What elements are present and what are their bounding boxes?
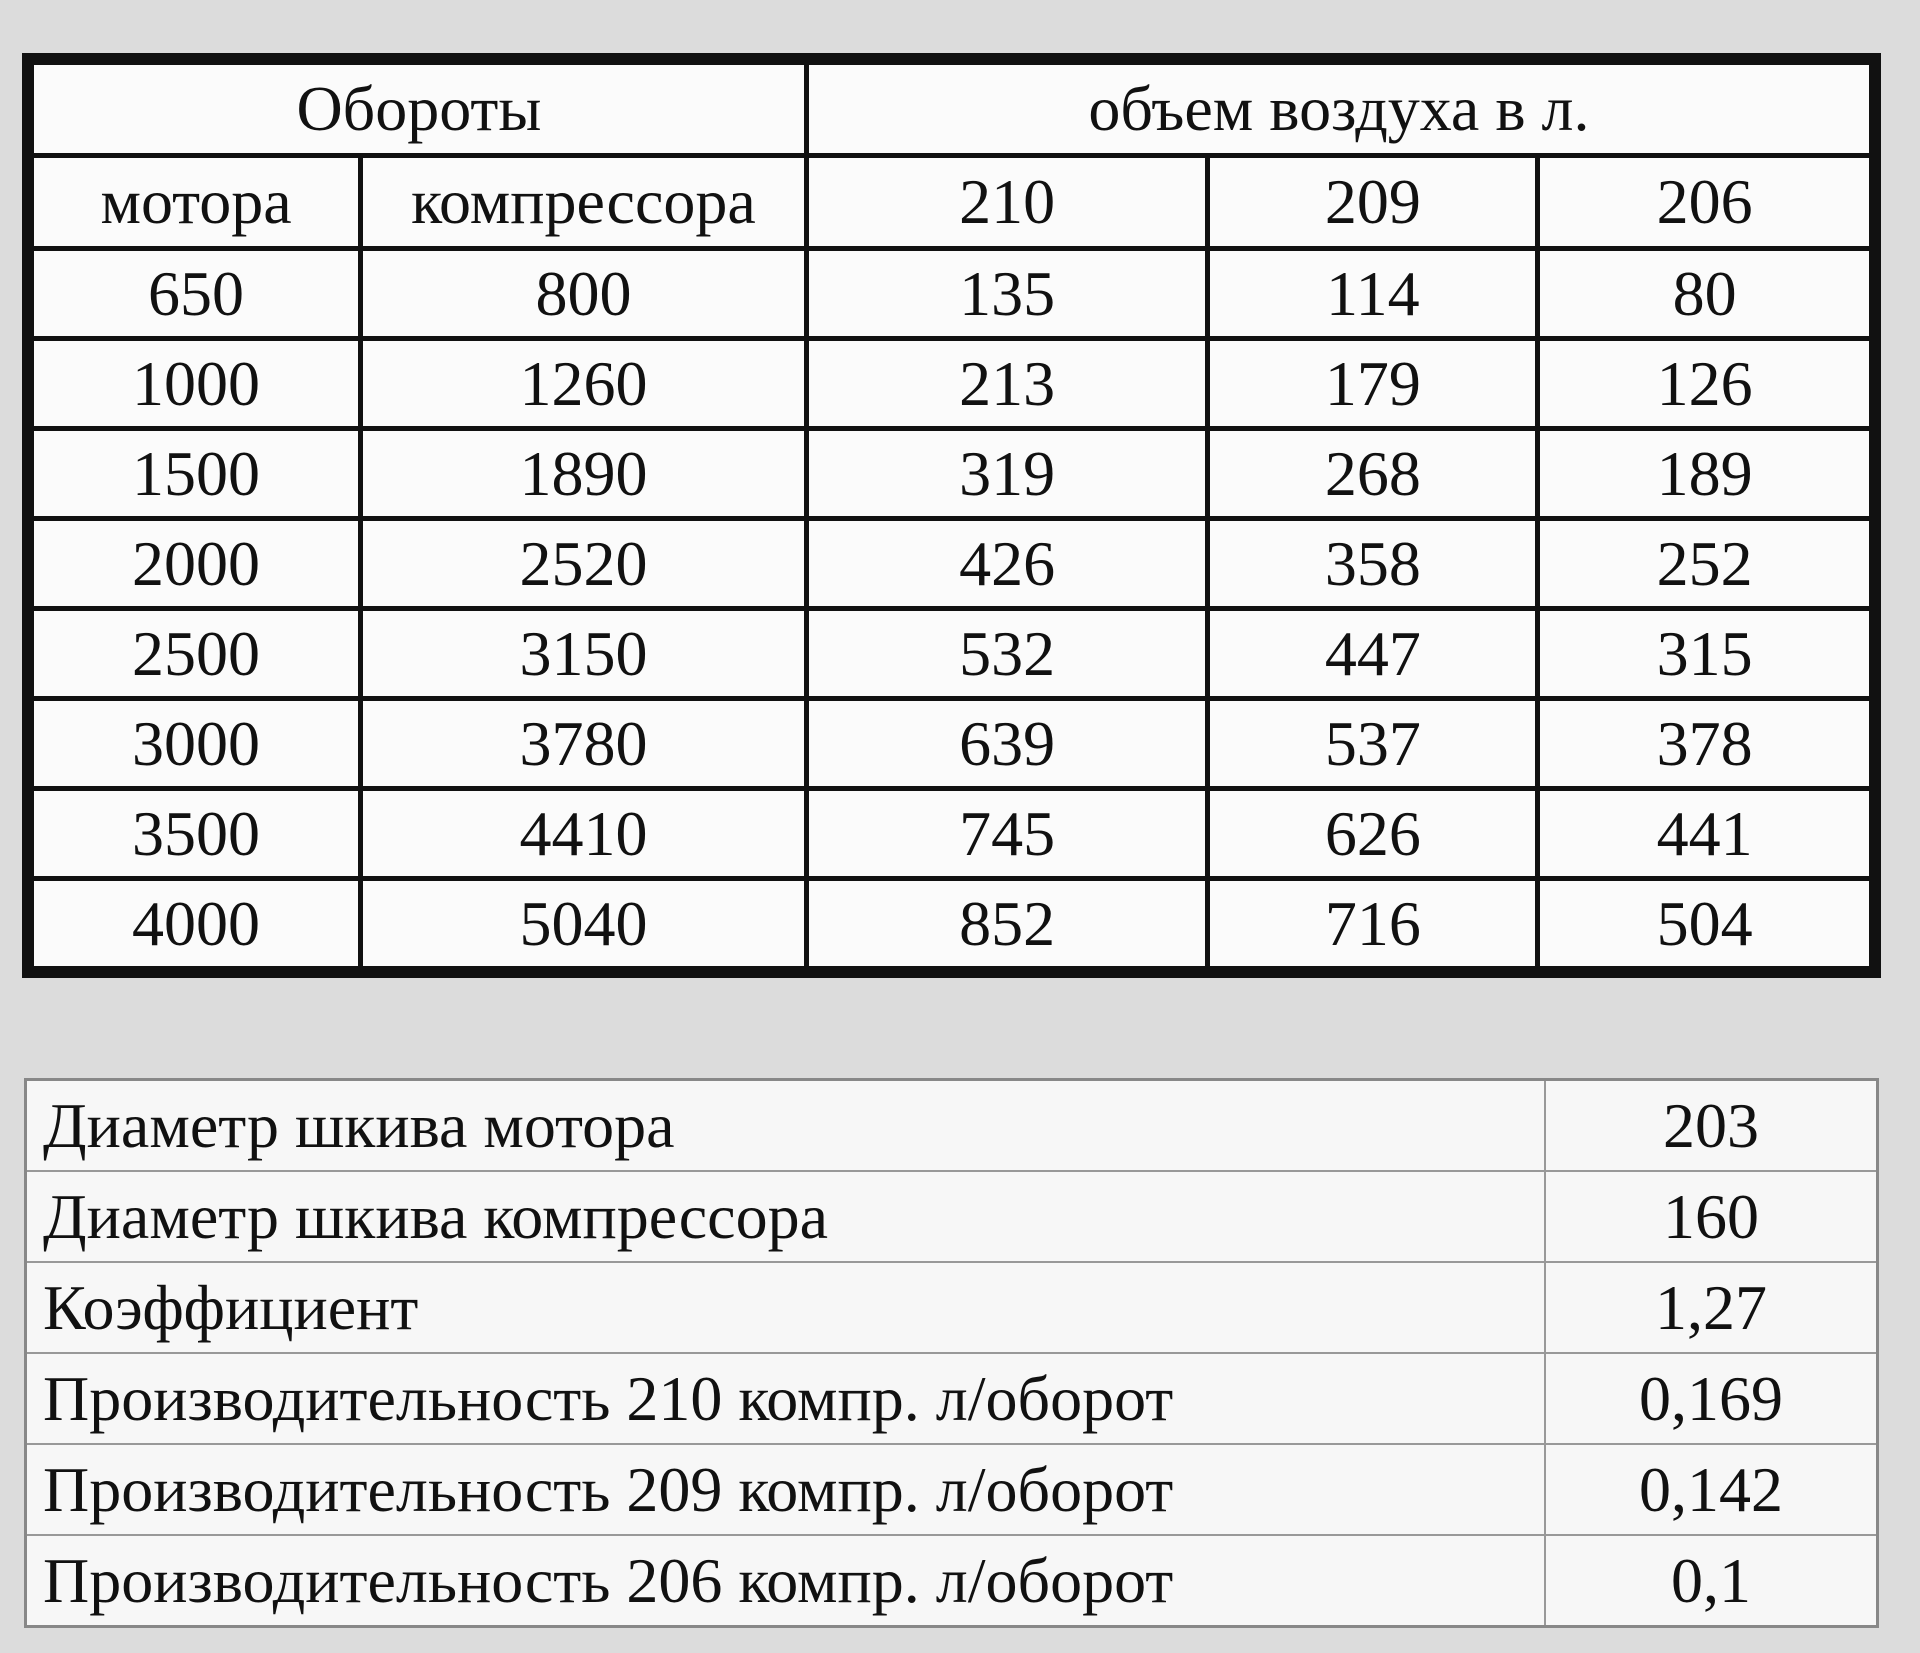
cell-compressor-rpm: 3780 <box>361 699 807 789</box>
cell-volume-209: 537 <box>1208 699 1538 789</box>
param-row <box>26 1080 1878 1172</box>
table-row <box>28 789 1875 879</box>
table-row <box>28 339 1875 429</box>
subheader-model-206: 206 <box>1538 156 1875 249</box>
cell-volume-206: 80 <box>1538 249 1875 339</box>
cell-volume-206: 126 <box>1538 339 1875 429</box>
cell-volume-209: 626 <box>1208 789 1538 879</box>
cell-volume-210: 319 <box>806 429 1208 519</box>
cell-compressor-rpm: 1260 <box>361 339 807 429</box>
cell-volume-209: 114 <box>1208 249 1538 339</box>
cell-volume-210: 532 <box>806 609 1208 699</box>
cell-volume-209: 358 <box>1208 519 1538 609</box>
cell-volume-206: 441 <box>1538 789 1875 879</box>
param-value: 1,27 <box>1545 1262 1878 1353</box>
cell-compressor-rpm: 4410 <box>361 789 807 879</box>
cell-motor-rpm: 3000 <box>28 699 361 789</box>
table-row <box>28 249 1875 339</box>
cell-motor-rpm: 4000 <box>28 879 361 973</box>
cell-motor-rpm: 3500 <box>28 789 361 879</box>
cell-volume-209: 179 <box>1208 339 1538 429</box>
param-row <box>26 1262 1878 1353</box>
cell-volume-210: 852 <box>806 879 1208 973</box>
table-row <box>28 609 1875 699</box>
cell-motor-rpm: 1000 <box>28 339 361 429</box>
cell-volume-210: 426 <box>806 519 1208 609</box>
cell-volume-206: 504 <box>1538 879 1875 973</box>
cell-volume-206: 315 <box>1538 609 1875 699</box>
rpm-air-volume-table <box>22 53 1881 978</box>
table-subheader-row <box>28 156 1875 249</box>
table-row <box>28 879 1875 973</box>
subheader-compressor: компрессора <box>361 156 807 249</box>
param-row <box>26 1535 1878 1627</box>
param-label: Производительность 206 компр. л/оборот <box>26 1535 1546 1627</box>
parameters-table <box>24 1078 1879 1628</box>
param-label: Диаметр шкива мотора <box>26 1080 1546 1172</box>
param-value: 160 <box>1545 1171 1878 1262</box>
param-label: Производительность 209 компр. л/оборот <box>26 1444 1546 1535</box>
table-header-row <box>28 59 1875 156</box>
cell-motor-rpm: 2500 <box>28 609 361 699</box>
cell-compressor-rpm: 1890 <box>361 429 807 519</box>
cell-volume-209: 268 <box>1208 429 1538 519</box>
table-row <box>28 519 1875 609</box>
param-value: 0,1 <box>1545 1535 1878 1627</box>
cell-volume-210: 213 <box>806 339 1208 429</box>
cell-volume-210: 135 <box>806 249 1208 339</box>
cell-motor-rpm: 2000 <box>28 519 361 609</box>
cell-volume-206: 378 <box>1538 699 1875 789</box>
cell-volume-210: 745 <box>806 789 1208 879</box>
table-row <box>28 699 1875 789</box>
cell-compressor-rpm: 800 <box>361 249 807 339</box>
cell-compressor-rpm: 5040 <box>361 879 807 973</box>
param-label: Коэффициент <box>26 1262 1546 1353</box>
cell-motor-rpm: 650 <box>28 249 361 339</box>
param-value: 0,169 <box>1545 1353 1878 1444</box>
param-value: 203 <box>1545 1080 1878 1172</box>
subheader-model-210: 210 <box>806 156 1208 249</box>
param-label: Производительность 210 компр. л/оборот <box>26 1353 1546 1444</box>
header-revs: Обороты <box>28 59 806 156</box>
param-row <box>26 1353 1878 1444</box>
cell-compressor-rpm: 3150 <box>361 609 807 699</box>
cell-volume-210: 639 <box>806 699 1208 789</box>
subheader-model-209: 209 <box>1208 156 1538 249</box>
param-label: Диаметр шкива компрессора <box>26 1171 1546 1262</box>
cell-compressor-rpm: 2520 <box>361 519 807 609</box>
subheader-motor: мотора <box>28 156 361 249</box>
header-air-volume: объем воздуха в л. <box>806 59 1875 156</box>
cell-volume-209: 716 <box>1208 879 1538 973</box>
cell-volume-206: 189 <box>1538 429 1875 519</box>
table-row <box>28 429 1875 519</box>
param-row <box>26 1444 1878 1535</box>
param-row <box>26 1171 1878 1262</box>
param-value: 0,142 <box>1545 1444 1878 1535</box>
cell-motor-rpm: 1500 <box>28 429 361 519</box>
cell-volume-206: 252 <box>1538 519 1875 609</box>
cell-volume-209: 447 <box>1208 609 1538 699</box>
